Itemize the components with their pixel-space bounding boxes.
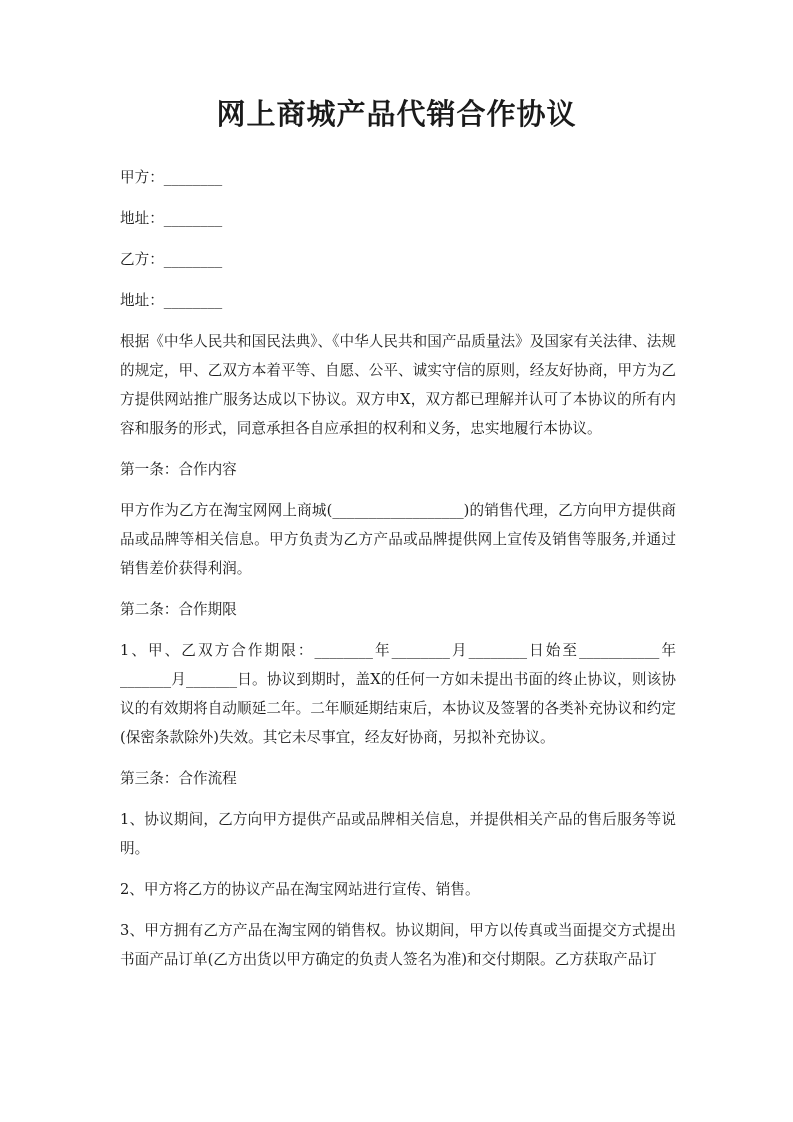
article-2-heading: 第二条：合作期限 bbox=[120, 601, 237, 618]
party-b-address-line: 地址：________ bbox=[120, 292, 223, 309]
document-body bbox=[120, 163, 676, 986]
article-3-item-3: 3、甲方拥有乙方产品在淘宝网的销售权。协议期间，甲方以传真或当面提交方式提出书面产品订单(乙方出货以甲方确定的负责人签名为准)和交付期限。乙方获取产品订 bbox=[120, 922, 676, 968]
article-1-heading: 第一条：合作内容 bbox=[120, 461, 237, 478]
article-3-item-1: 1、协议期间，乙方向甲方提供产品或品牌相关信息，并提供相关产品的售后服务等说明。 bbox=[120, 811, 676, 857]
article-3-heading: 第三条：合作流程 bbox=[120, 770, 237, 787]
article-3-item-2: 2、甲方将乙方的协议产品在淘宝网站进行宣传、销售。 bbox=[120, 881, 480, 898]
party-b-line: 乙方：________ bbox=[120, 251, 223, 268]
preamble-paragraph: 根据《中华人民共和国民法典》、《中华人民共和国产品质量法》及国家有关法律、法规的规定，甲、乙双方本着平等、自愿、公平、诚实守信的原则，经友好协商，甲方为乙方提供网站推广服务达成以下协议。双方申X，双方都已理解并认可了本协议的所有内容和服务的形式，同意承担各自应承担的权利和义务，忠实地履行本协议。 bbox=[120, 333, 676, 437]
article-2-item-1: 1、甲、乙双方合作期限：________年________月________日始至___________年_______月_______日。协议到期时，盖X的任何一方如未提出书面的终止协议，则该协议的有效期将自动顺延二年。二年顺延期结束后，本协议及签署的各类补充协议和约定(保密条款除外)失效。其它未尽事宜，经友好协商，另拟补充协议。 bbox=[120, 642, 676, 746]
party-a-address-line: 地址：________ bbox=[120, 210, 223, 227]
article-1-paragraph: 甲方作为乙方在淘宝网网上商城(__________________)的销售代理，乙方向甲方提供商品或品牌等相关信息。甲方负责为乙方产品或品牌提供网上宣传及销售等服务,并通过销售差价获得利润。 bbox=[120, 502, 676, 577]
party-a-line: 甲方：________ bbox=[120, 169, 223, 186]
document-title: 网上商城产品代销合作协议 bbox=[216, 97, 577, 131]
